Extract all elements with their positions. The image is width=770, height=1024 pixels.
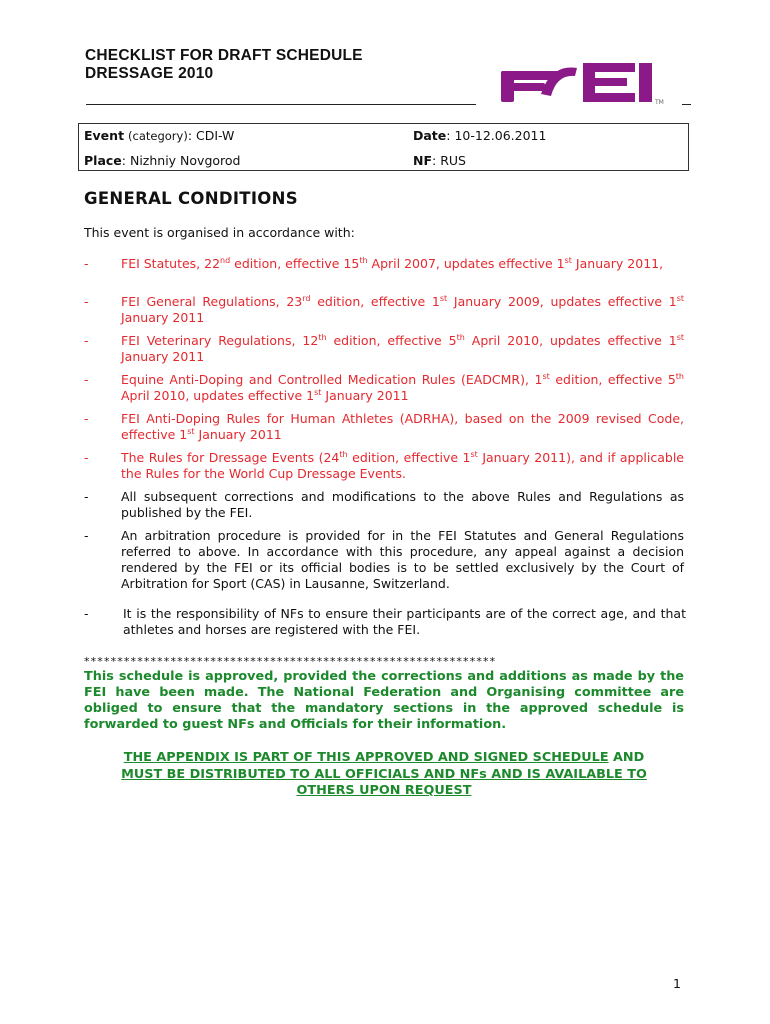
header-rule xyxy=(86,104,476,105)
title-line-1: CHECKLIST FOR DRAFT SCHEDULE xyxy=(85,47,363,64)
rule-text: The Rules for Dressage Events (24th edition, effective 1st January 2011), and if applicable the Rules for the World Cup Dressage Events. xyxy=(121,450,684,481)
event-field: Event (category): CDI-W xyxy=(84,128,235,143)
event-category-note: (category) xyxy=(128,129,188,143)
list-bullet: - xyxy=(84,372,89,387)
rule-text: All subsequent corrections and modifications to the above Rules and Regulations as published by the FEI. xyxy=(121,489,684,520)
list-bullet: - xyxy=(84,294,89,309)
nf-label: NF xyxy=(413,153,433,168)
list-bullet: - xyxy=(84,450,89,465)
date-field: Date: 10-12.06.2011 xyxy=(413,128,547,143)
event-label: Event xyxy=(84,128,125,143)
title-line-2: DRESSAGE 2010 xyxy=(85,65,214,82)
rule-text: Equine Anti-Doping and Controlled Medication Rules (EADCMR), 1st edition, effective 5th April 2010, updates effective 1st January 2011 xyxy=(121,372,684,403)
section-heading: GENERAL CONDITIONS xyxy=(84,189,298,208)
rule-text: FEI General Regulations, 23rd edition, effective 1st January 2009, updates effective 1st January 2011 xyxy=(121,294,684,325)
place-label: Place xyxy=(84,153,122,168)
list-bullet: - xyxy=(84,528,89,543)
approval-text: This schedule is approved, provided the corrections and additions as made by the FEI have been made. The National Federation and Organising committee are obliged to ensure that the mandatory sections in the approved schedule is forwarded to guest NFs and Officials for their information. xyxy=(84,669,684,732)
appendix-line-3: OTHERS UPON REQUEST xyxy=(296,783,472,798)
appendix-line-2: MUST BE DISTRIBUTED TO ALL OFFICIALS AND NFs AND IS AVAILABLE TO xyxy=(121,766,647,782)
list-bullet: - xyxy=(84,333,89,348)
list-bullet: - xyxy=(84,411,89,426)
rule-text: FEI Anti-Doping Rules for Human Athletes (ADRHA), based on the 2009 revised Code, effective 1st January 2011 xyxy=(121,411,684,442)
header-dash xyxy=(682,104,691,105)
logo-tm: TM xyxy=(655,99,664,106)
list-bullet: - xyxy=(84,489,89,504)
intro-text: This event is organised in accordance with: xyxy=(84,225,355,240)
fei-logo xyxy=(497,60,667,106)
list-bullet: - xyxy=(84,606,89,621)
page-number: 1 xyxy=(673,976,681,991)
rule-text: FEI Statutes, 22nd edition, effective 15th April 2007, updates effective 1st January 2011, xyxy=(121,256,664,271)
appendix-underlined: THE APPENDIX IS PART OF THIS APPROVED AND SIGNED SCHEDULE xyxy=(123,750,609,765)
list-bullet: - xyxy=(84,256,89,271)
rule-text: FEI Veterinary Regulations, 12th edition, effective 5th April 2010, updates effective 1st January 2011 xyxy=(121,333,685,364)
rule-text: An arbitration procedure is provided for in the FEI Statutes and General Regulations referred to above. In accordance with this procedure, any appeal against a decision rendered by the FEI or its official bodies is to be settled exclusively by the Court of Arbitration for Sport (CAS) in Lausanne, Switzerland. xyxy=(121,528,684,591)
date-label: Date xyxy=(413,128,447,143)
nf-value: RUS xyxy=(440,153,466,168)
rule-text: It is the responsibility of NFs to ensure their participants are of the correct age, and that athletes and horses are registered with the FEI. xyxy=(123,606,686,637)
date-value: 10-12.06.2011 xyxy=(454,128,547,143)
event-value: CDI-W xyxy=(196,128,235,143)
appendix-plain: AND xyxy=(608,750,645,765)
document-title xyxy=(85,47,363,83)
nf-field: NF: RUS xyxy=(413,153,466,168)
place-value: Nizhniy Novgorod xyxy=(129,153,241,168)
appendix-notice xyxy=(84,750,684,800)
separator-stars: ************************************************************** xyxy=(84,655,497,668)
place-field: Place: Nizhniy Novgorod xyxy=(84,153,241,168)
event-info-box xyxy=(78,123,689,171)
